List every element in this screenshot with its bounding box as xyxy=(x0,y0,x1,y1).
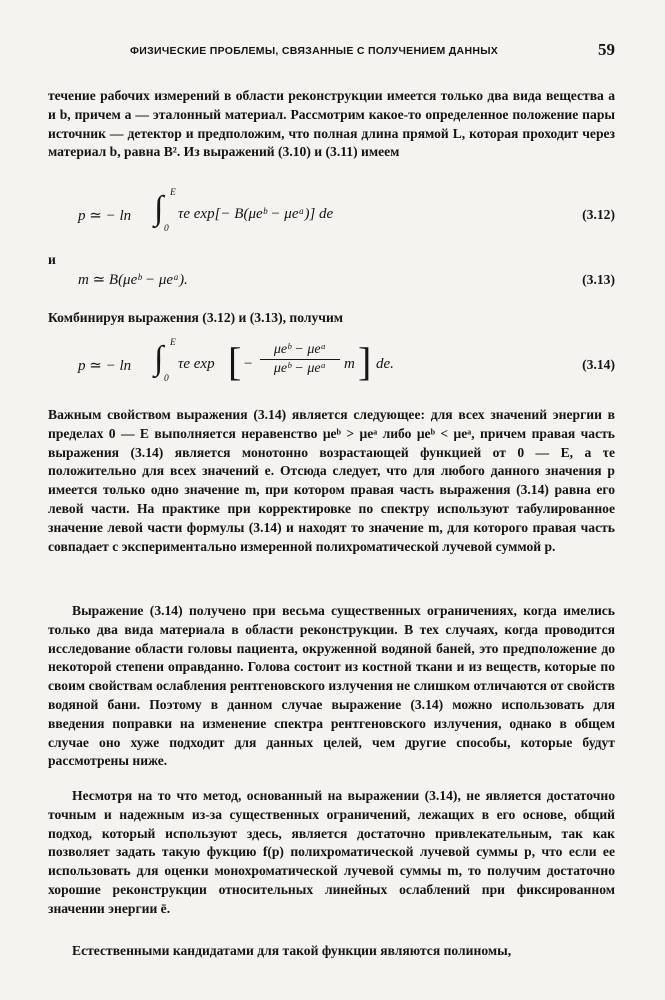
eq-3-12-integrand: τe exp[− B(μeᵇ − μeᵃ)] de xyxy=(178,206,334,222)
eq-3-14-fraction xyxy=(260,342,340,377)
integral-sign: ∫ xyxy=(154,190,164,227)
eq-3-12-number: (3.12) xyxy=(582,207,615,222)
eq-3-14-minus: − xyxy=(244,356,253,372)
page-header xyxy=(130,40,615,64)
eq-3-14-numerator: μeᵇ − μeᵃ xyxy=(273,342,327,357)
conjunction-and: и xyxy=(48,252,56,267)
eq-3-13-number: (3.13) xyxy=(582,272,615,287)
paragraph-limitations: Выражение (3.14) получено при весьма существенных ограничениях, когда имелись только два вида материала в области реконструкции. В тех случаях, когда проводится исследование области головы пациента, окруженной водяной баней, это предположение до некоторой степени оправданно. Голова состоит из костной ткани и из веществ, которые по своим свойствам ослабления рентгеновского излучения не слишком отличаются от свойств водяной бани. Поэтому в данном случае выражение (3.14) можно использовать для введения поправки на изменение спектра рентгеновского излучения, однако в общем случае оно хуже подходит для данных целей, чем другие способы, которые будут рассмотрены ниже. xyxy=(48,603,615,769)
paragraph-method: Несмотря на то что метод, основанный на выражении (3.14), не является достаточно точным и надежным из-за существенных ограничений, лежащих в его основе, общий подход, который используют здесь, является достаточно привлекательным, так как позволяет задать такую фукцию f(p) полихроматической лучевой суммы p, что если ее использовать для оценки монохроматической лучевой суммы m, то получим достаточно хорошие реконструкции относительных линейных ослаблений при фиксированном значении энергии ē. xyxy=(48,788,615,916)
paragraph-property: Важным свойством выражения (3.14) является следующее: для всех значений энергии в пределах 0 — E выполняется неравенство μeᵇ > μeᵃ либо μeᵇ < μeᵃ, причем правая часть выражения (3.14) является монотонно возрастающей функцией от 0 — E, а τe положительно для всех значений e. Отсюда следует, что для любого данного значения p имеется только одно значение m, при котором правая часть выражения (3.14) равна его левой части. На практике при корректировке по спектру используют табулированное значение левой части формулы (3.14) и находят то значение m, для которого правая часть совпадает с экспериментально измеренной полихроматической лучевой суммой p. xyxy=(48,407,615,554)
eq-3-14-lhs: p ≃ − ln xyxy=(78,358,132,374)
eq-3-14-denominator: μeᵇ − μeᵃ xyxy=(273,361,327,376)
paragraph-polynomials: Естественными кандидатами для такой функции являются полиномы, xyxy=(72,943,512,958)
equation-3-13 xyxy=(78,262,615,298)
eq-3-14-number: (3.14) xyxy=(582,357,615,372)
running-title: ФИЗИЧЕСКИЕ ПРОБЛЕМЫ, СВЯЗАННЫЕ С ПОЛУЧЕНИЕМ ДАННЫХ xyxy=(130,45,499,57)
eq-3-13-text: m ≃ B(μeᵇ − μeᵃ). xyxy=(78,272,188,288)
equation-3-12 xyxy=(78,186,615,246)
eq-3-14-suffix: de. xyxy=(376,356,394,372)
eq-3-14-upper-limit: E xyxy=(170,338,176,348)
right-bracket: ] xyxy=(358,339,372,384)
equation-3-14 xyxy=(78,336,615,398)
integral-sign: ∫ xyxy=(154,340,164,377)
eq-3-14-prefix: τe exp xyxy=(178,356,215,372)
paragraph-intro: течение рабочих измерений в области реконструкции имеется только два вида вещества a и b, причем a — эталонный материал. Рассмотрим какое-то определенное положение пары источник — детектор и предположим, что полная длина прямой L, которая проходит через материал b, равна B². Из выражений (3.10) и (3.11) имеем xyxy=(48,88,615,160)
fraction-bar xyxy=(260,359,340,360)
eq-3-12-lhs: p ≃ − ln xyxy=(78,208,132,224)
eq-3-14-factor: m xyxy=(344,356,355,372)
left-bracket: [ xyxy=(228,339,242,384)
paragraph-combining: Комбинируя выражения (3.12) и (3.13), получим xyxy=(48,310,344,325)
eq-3-12-lower-limit: 0 xyxy=(164,224,169,234)
page-number: 59 xyxy=(598,40,615,59)
eq-3-14-lower-limit: 0 xyxy=(164,374,169,384)
eq-3-12-upper-limit: E xyxy=(170,188,176,198)
